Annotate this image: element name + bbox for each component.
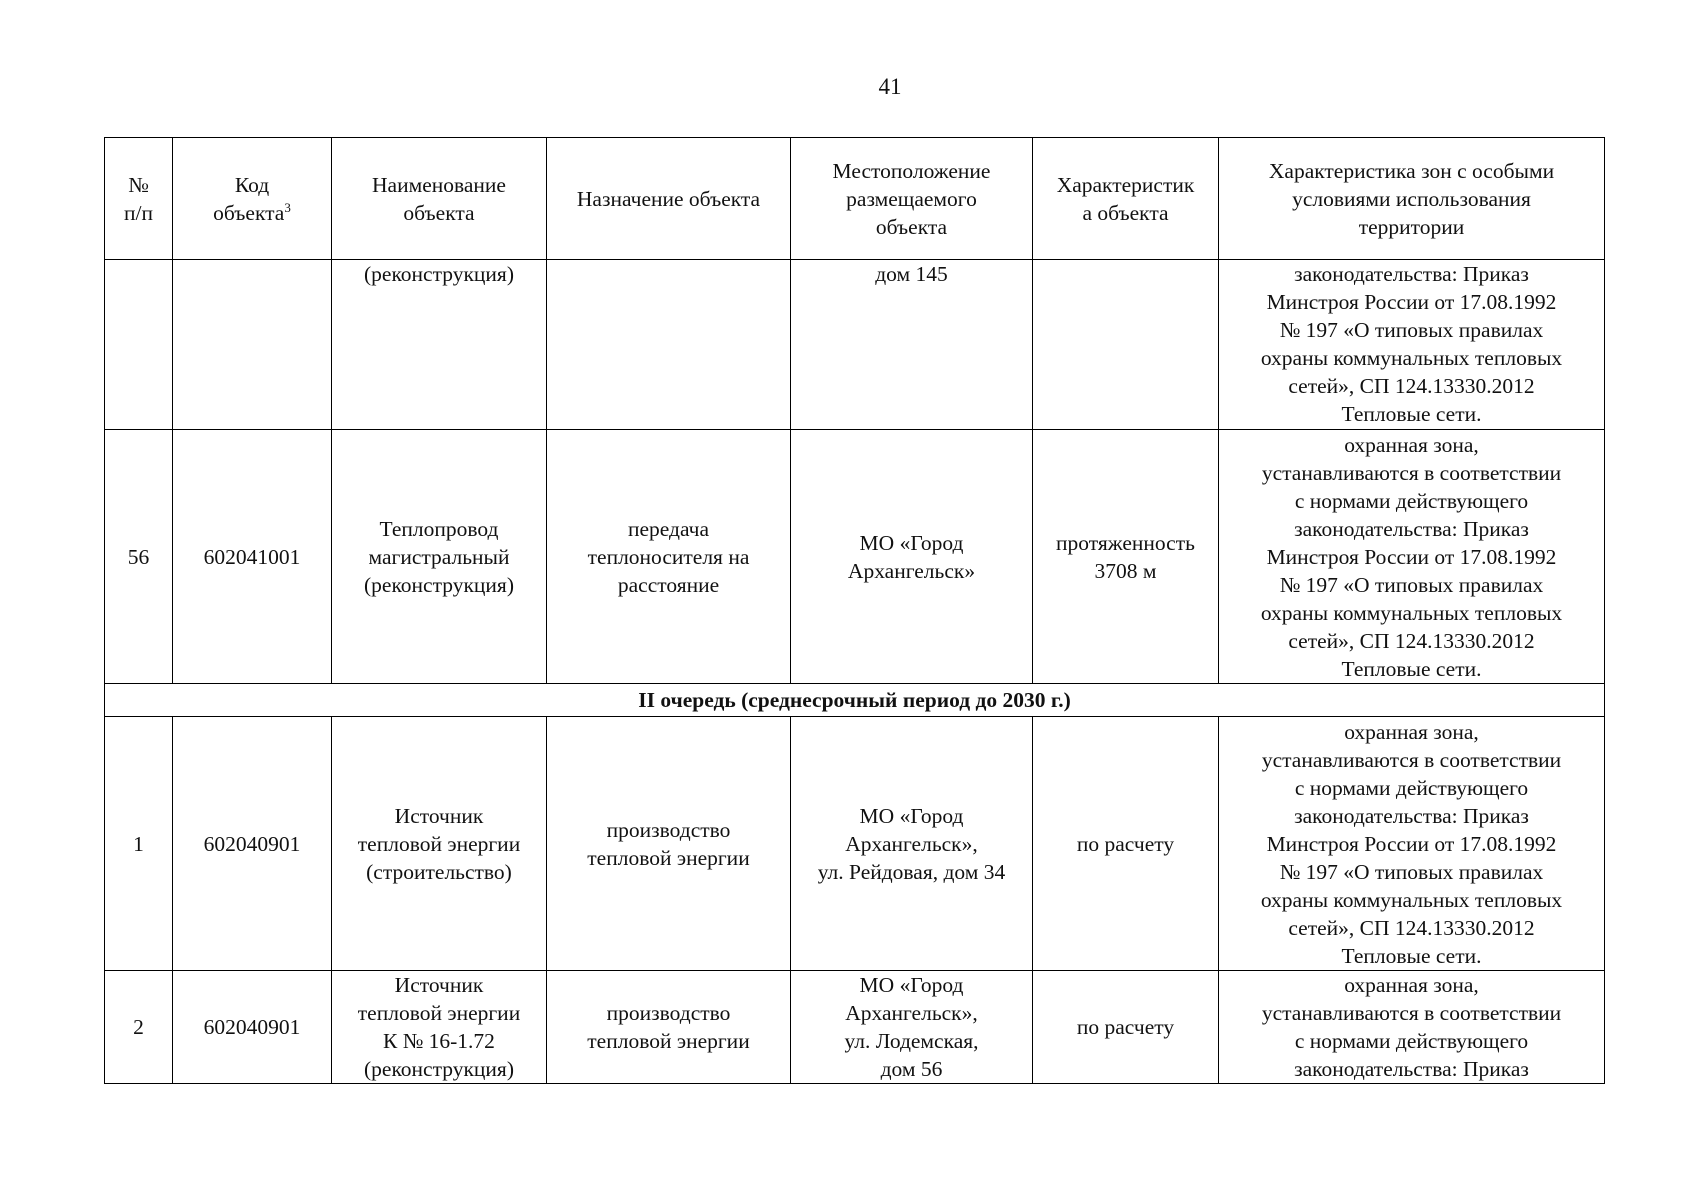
header-name bbox=[332, 138, 547, 260]
cell-line: К № 16-1.72 bbox=[383, 1029, 495, 1053]
cell-code bbox=[173, 430, 332, 684]
cell-purpose bbox=[547, 430, 791, 684]
cell-line: объекта bbox=[875, 214, 948, 239]
cell-line: охранная зона, bbox=[1344, 719, 1479, 744]
table-row bbox=[105, 430, 1605, 684]
table-row bbox=[105, 971, 1605, 1084]
cell-line: а объекта bbox=[1082, 200, 1169, 225]
cell-line: дом 56 bbox=[880, 1057, 943, 1081]
cell-line: сетей», СП 124.13330.2012 bbox=[1288, 374, 1535, 398]
cell-line: Источник bbox=[394, 973, 484, 997]
cell-line: устанавливаются в соответствии bbox=[1261, 747, 1562, 772]
cell-line: Источник bbox=[394, 803, 484, 828]
cell-num bbox=[105, 260, 173, 430]
header-location bbox=[791, 138, 1033, 260]
cell-line: по расчету bbox=[1076, 831, 1175, 856]
cell-line: (реконструкция) bbox=[364, 1057, 514, 1081]
cell-line: законодательства: Приказ bbox=[1294, 262, 1529, 286]
cell-line: размещаемого bbox=[846, 186, 977, 211]
cell-zones bbox=[1219, 430, 1605, 684]
cell-purpose bbox=[547, 260, 791, 430]
cell-zones bbox=[1219, 971, 1605, 1084]
cell-line: ул. Рейдовая, дом 34 bbox=[817, 859, 1006, 884]
header-code-line2: объекта bbox=[213, 200, 285, 225]
cell-line: Назначение объекта bbox=[576, 186, 761, 211]
cell-zones bbox=[1219, 260, 1605, 430]
section-title: II очередь (среднесрочный период до 2030 г.) bbox=[105, 684, 1605, 717]
cell-line: 1 bbox=[133, 831, 144, 856]
cell-line: сетей», СП 124.13330.2012 bbox=[1288, 915, 1535, 940]
cell-purpose bbox=[547, 971, 791, 1084]
cell-characteristic bbox=[1033, 260, 1219, 430]
cell-line: протяженность bbox=[1056, 530, 1195, 555]
header-code-line1: Код bbox=[234, 172, 270, 197]
cell-line: законодательства: Приказ bbox=[1294, 803, 1529, 828]
cell-zones bbox=[1219, 717, 1605, 971]
cell-line: охранная зона, bbox=[1344, 973, 1479, 997]
cell-line: Тепловые сети. bbox=[1341, 943, 1482, 968]
cell-line: Характеристика зон с особыми bbox=[1268, 158, 1555, 183]
table-row bbox=[105, 717, 1605, 971]
cell-name bbox=[332, 260, 547, 430]
objects-table bbox=[104, 137, 1605, 1084]
cell-line: 56 bbox=[127, 544, 150, 569]
cell-line: охраны коммунальных тепловых bbox=[1260, 600, 1563, 625]
cell-line: по расчету bbox=[1076, 1015, 1175, 1039]
cell-code bbox=[173, 971, 332, 1084]
cell-line: № 197 «О типовых правилах bbox=[1279, 859, 1544, 884]
cell-location bbox=[791, 260, 1033, 430]
cell-line: с нормами действующего bbox=[1294, 1029, 1529, 1053]
cell-line: охраны коммунальных тепловых bbox=[1260, 346, 1563, 370]
cell-line: условиями использования bbox=[1292, 186, 1531, 211]
cell-location bbox=[791, 971, 1033, 1084]
cell-line: 602041001 bbox=[203, 544, 301, 569]
cell-line: тепловой энергии bbox=[357, 831, 521, 856]
cell-code bbox=[173, 260, 332, 430]
cell-purpose bbox=[547, 717, 791, 971]
cell-line: № 197 «О типовых правилах bbox=[1279, 572, 1544, 597]
cell-line: сетей», СП 124.13330.2012 bbox=[1288, 628, 1535, 653]
cell-num bbox=[105, 717, 173, 971]
cell-line: охраны коммунальных тепловых bbox=[1260, 887, 1563, 912]
cell-line: (строительство) bbox=[366, 859, 512, 884]
cell-line: Характеристик bbox=[1056, 172, 1195, 197]
cell-line: Минстроя России от 17.08.1992 bbox=[1266, 544, 1557, 569]
cell-line: с нормами действующего bbox=[1294, 775, 1529, 800]
cell-location bbox=[791, 717, 1033, 971]
header-purpose bbox=[547, 138, 791, 260]
cell-line: Архангельск» bbox=[847, 558, 976, 583]
header-num bbox=[105, 138, 173, 260]
cell-line: Теплопровод bbox=[379, 516, 499, 541]
cell-line: (реконструкция) bbox=[364, 262, 514, 286]
page-number: 41 bbox=[878, 74, 902, 99]
cell-name bbox=[332, 971, 547, 1084]
cell-line: магистральный bbox=[368, 544, 510, 569]
cell-line: 2 bbox=[133, 1015, 144, 1039]
header-code bbox=[173, 138, 332, 260]
table-header-row bbox=[105, 138, 1605, 260]
cell-line: 602040901 bbox=[203, 1015, 301, 1039]
cell-line: производство bbox=[606, 1001, 731, 1025]
cell-num bbox=[105, 971, 173, 1084]
cell-line: Тепловые сети. bbox=[1341, 656, 1482, 681]
cell-line: законодательства: Приказ bbox=[1294, 516, 1529, 541]
cell-line: теплоносителя на bbox=[587, 544, 750, 569]
cell-line: устанавливаются в соответствии bbox=[1261, 1001, 1562, 1025]
header-characteristic bbox=[1033, 138, 1219, 260]
cell-name bbox=[332, 430, 547, 684]
header-code-footnote: 3 bbox=[284, 199, 291, 215]
cell-line: тепловой энергии bbox=[587, 845, 750, 870]
section-header-row bbox=[105, 684, 1605, 717]
cell-line: ул. Лодемская, bbox=[844, 1029, 979, 1053]
cell-line: п/п bbox=[124, 200, 153, 225]
cell-name bbox=[332, 717, 547, 971]
cell-line: МО «Город bbox=[859, 973, 964, 997]
cell-line: тепловой энергии bbox=[587, 1029, 750, 1053]
cell-location bbox=[791, 430, 1033, 684]
cell-characteristic bbox=[1033, 971, 1219, 1084]
cell-line: производство bbox=[606, 817, 731, 842]
cell-line: 602040901 bbox=[203, 831, 301, 856]
cell-line: территории bbox=[1358, 214, 1465, 239]
cell-code bbox=[173, 717, 332, 971]
cell-characteristic bbox=[1033, 717, 1219, 971]
cell-line: расстояние bbox=[617, 572, 720, 597]
cell-line: охранная зона, bbox=[1344, 432, 1479, 457]
cell-line: Минстроя России от 17.08.1992 bbox=[1266, 831, 1557, 856]
cell-line: Местоположение bbox=[832, 158, 991, 183]
cell-line: устанавливаются в соответствии bbox=[1261, 460, 1562, 485]
cell-line: дом 145 bbox=[875, 262, 948, 286]
cell-line: МО «Город bbox=[859, 530, 964, 555]
cell-line: Наименование bbox=[372, 172, 506, 197]
cell-num bbox=[105, 430, 173, 684]
cell-line: (реконструкция) bbox=[364, 572, 514, 597]
cell-line: объекта bbox=[403, 200, 475, 225]
cell-line: Тепловые сети. bbox=[1341, 402, 1482, 426]
table-row-continuation bbox=[105, 260, 1605, 430]
cell-line: тепловой энергии bbox=[357, 1001, 521, 1025]
cell-line: законодательства: Приказ bbox=[1294, 1057, 1529, 1081]
cell-line: Архангельск», bbox=[845, 831, 978, 856]
cell-line: МО «Город bbox=[859, 803, 964, 828]
cell-line: Минстроя России от 17.08.1992 bbox=[1266, 290, 1557, 314]
cell-characteristic bbox=[1033, 430, 1219, 684]
cell-line: № bbox=[128, 172, 149, 197]
cell-line: № 197 «О типовых правилах bbox=[1279, 318, 1544, 342]
header-zones bbox=[1219, 138, 1605, 260]
cell-line: Архангельск», bbox=[845, 1001, 978, 1025]
cell-line: передача bbox=[627, 516, 710, 541]
cell-line: с нормами действующего bbox=[1294, 488, 1529, 513]
cell-line: 3708 м bbox=[1094, 558, 1157, 583]
